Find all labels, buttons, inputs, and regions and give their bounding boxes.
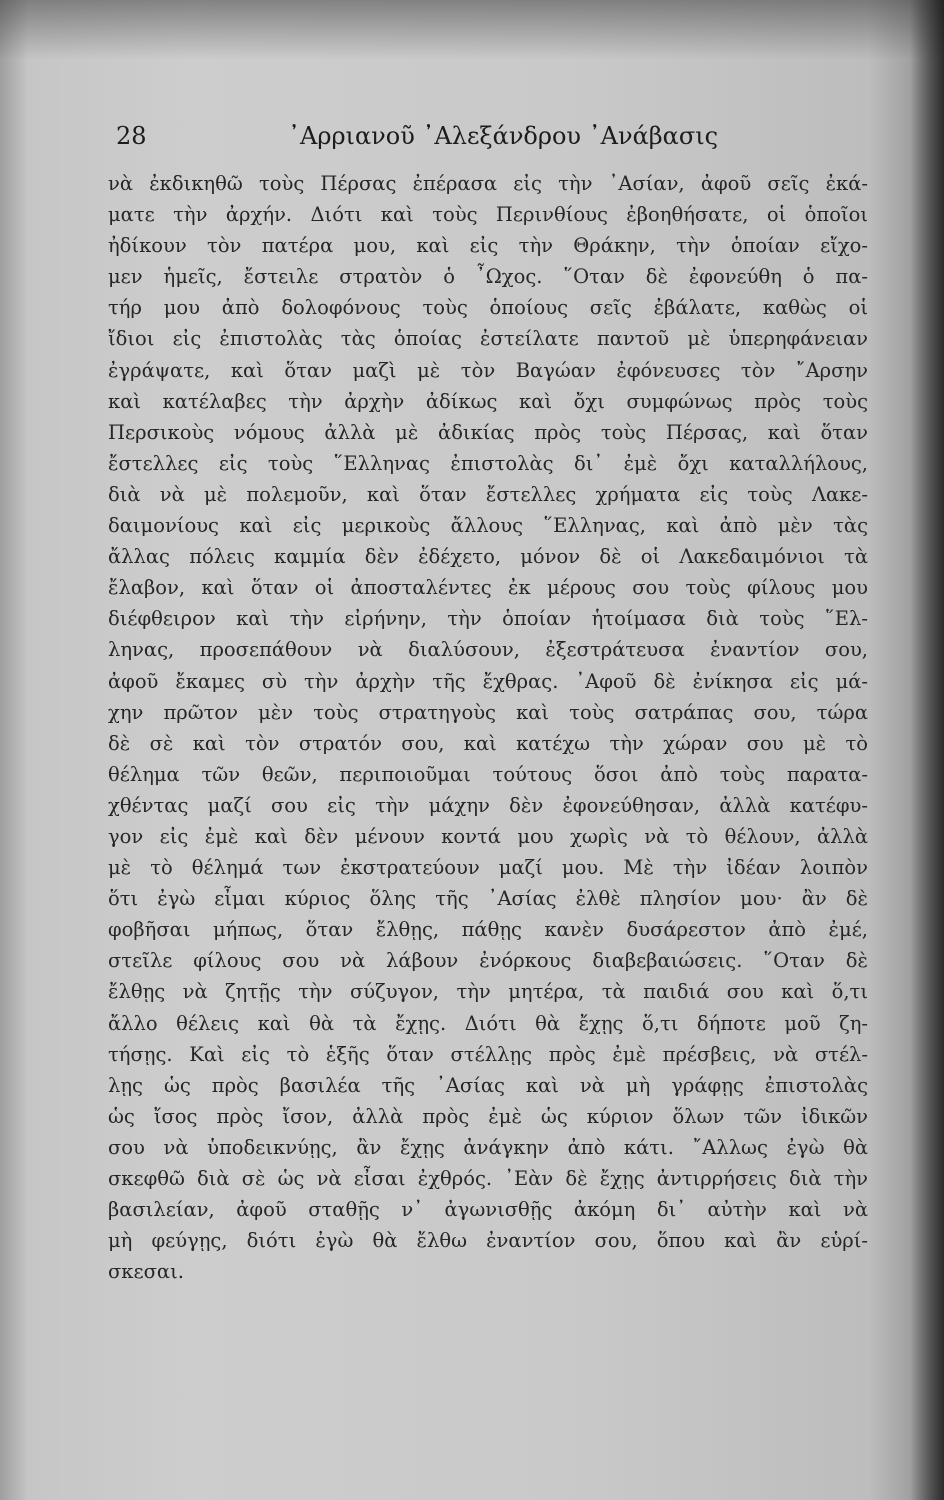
text-line: βασιλείαν, ἀφοῦ σταθῇς ν᾿ ἀγωνισθῇς ἀκόμη δι᾿ αὐτὴν καὶ νὰ (108, 1198, 868, 1222)
text-line: τήρ μου ἀπὸ δολοφόνους τοὺς ὁποίους σεῖς ἐβάλατε, καθὼς οἱ (108, 296, 868, 320)
text-line: ἔστελλες εἰς τοὺς ῞Ελληνας ἐπιστολὰς δι᾿ ἐμὲ ὄχι καταλλήλους, (108, 451, 868, 475)
text-line: στεῖλε φίλους σου νὰ λάβουν ἐνόρκους διαβεβαιώσεις. ῞Οταν δὲ (108, 949, 868, 973)
text-line: καὶ κατέλαβες τὴν ἀρχὴν ἀδίκως καὶ ὄχι συμφώνως πρὸς τοὺς (108, 389, 868, 413)
page-number: 28 (116, 122, 147, 150)
text-line: ὡς ἴσος πρὸς ἴσον, ἀλλὰ πρὸς ἐμὲ ὡς κύριον ὅλων τῶν ἰδικῶν (108, 1104, 868, 1128)
text-line: νὰ ἐκδικηθῶ τοὺς Πέρσας ἐπέρασα εἰς τὴν ᾿Ασίαν, ἀφοῦ σεῖς ἐκά- (108, 172, 868, 195)
text-line: ἀφοῦ ἔκαμες σὺ τὴν ἀρχὴν τῆς ἔχθρας. ᾿Αφοῦ δὲ ἐνίκησα εἰς μά- (108, 669, 868, 693)
text-line: ἄλλο θέλεις καὶ θὰ τὰ ἔχῃς. Διότι θὰ ἔχῃς ὅ,τι δήποτε μοῦ ζη- (108, 1011, 868, 1035)
text-line: ἄλλας πόλεις καμμία δὲν ἐδέχετο, μόνον δὲ οἱ Λακεδαιμόνιοι τὰ (108, 545, 868, 569)
book-spine-shadow (910, 0, 944, 1500)
text-line: χην πρῶτον μὲν τοὺς στρατηγοὺς καὶ τοὺς σατράπας σου, τώρα (108, 700, 868, 724)
top-shadow (0, 0, 944, 60)
text-line: μὴ φεύγῃς, διότι ἐγὼ θὰ ἔλθω ἐναντίον σου, ὅπου καὶ ἂν εὑρί- (108, 1229, 868, 1253)
text-line: σκεσαι. (108, 1260, 184, 1284)
text-line: γον εἰς ἐμὲ καὶ δὲν μένουν κοντά μου χωρὶς νὰ τὸ θέλουν, ἀλλὰ (108, 824, 868, 848)
text-line: δαιμονίους καὶ εἰς μερικοὺς ἄλλους ῞Ελληνας, καὶ ἀπὸ μὲν τὰς (108, 514, 868, 538)
text-line: Περσικοὺς νόμους ἀλλὰ μὲ ἀδικίας πρὸς τοὺς Πέρσας, καὶ ὅταν (108, 420, 868, 444)
text-line: διέφθειρον καὶ τὴν εἰρήνην, τὴν ὁποίαν ἡτοίμασα διὰ τοὺς ῞Ελ- (108, 607, 868, 631)
text-line: μὲ τὸ θέλημά των ἐκστρατεύουν μαζί μου. Μὲ τὴν ἰδέαν λοιπὸν (108, 856, 868, 880)
text-line: ἔλαβον, καὶ ὅταν οἱ ἀποσταλέντες ἐκ μέρους σου τοὺς φίλους μου (108, 576, 868, 600)
running-title: ᾿Αρριανοῦ ᾿Αλεξάνδρου ᾿Ανάβασις (288, 122, 719, 150)
text-line: σου νὰ ὑποδεικνύῃς, ἂν ἔχῃς ἀνάγκην ἀπὸ κάτι. ῎Αλλως ἐγὼ θὰ (108, 1135, 868, 1159)
body-text (108, 168, 868, 1287)
text-line: ἔλθῃς νὰ ζητῇς τὴν σύζυγον, τὴν μητέρα, τὰ παιδιά σου καὶ ὅ,τι (108, 980, 868, 1004)
text-line: θέλημα τῶν θεῶν, περιποιοῦμαι τούτους ὅσοι ἀπὸ τοὺς παρατα- (108, 762, 868, 786)
text-line: λῃς ὡς πρὸς βασιλέα τῆς ᾿Ασίας καὶ νὰ μὴ γράφῃς ἐπιστολὰς (108, 1073, 868, 1097)
text-line: μεν ἡμεῖς, ἔστειλε στρατὸν ὁ ῏Ωχος. ῞Οταν δὲ ἐφονεύθη ὁ πα- (108, 265, 868, 289)
text-line: φοβῆσαι μήπως, ὅταν ἔλθῃς, πάθῃς κανὲν δυσάρεστον ἀπὸ ἐμέ, (108, 918, 868, 942)
text-line: ἐγράψατε, καὶ ὅταν μαζὶ μὲ τὸν Βαγώαν ἐφόνευσες τὸν ῎Αρσην (108, 358, 868, 382)
text-line: διὰ νὰ μὲ πολεμοῦν, καὶ ὅταν ἔστελλες χρήματα εἰς τοὺς Λακε- (108, 482, 868, 506)
text-line: ὅτι ἐγὼ εἶμαι κύριος ὅλης τῆς ᾿Ασίας ἐλθὲ πλησίον μου· ἂν δὲ (108, 887, 868, 911)
text-line: δὲ σὲ καὶ τὸν στρατόν σου, καὶ κατέχω τὴν χώραν σου μὲ τὸ (108, 731, 868, 755)
text-line: ματε τὴν ἀρχήν. Διότι καὶ τοὺς Περινθίους ἐβοηθήσατε, οἱ ὁποῖοι (108, 203, 868, 227)
text-line: ληνας, προσεπάθουν νὰ διαλύσουν, ἐξεστράτευσα ἐναντίον σου, (108, 638, 868, 662)
text-line: τήσῃς. Καὶ εἰς τὸ ἑξῆς ὅταν στέλλῃς πρὸς ἐμὲ πρέσβεις, νὰ στέλ- (108, 1042, 868, 1066)
text-line: χθέντας μαζί σου εἰς τὴν μάχην δὲν ἐφονεύθησαν, ἀλλὰ κατέφυ- (108, 793, 868, 817)
text-line: ἠδίκουν τὸν πατέρα μου, καὶ εἰς τὴν Θράκην, τὴν ὁποίαν εἴχο- (108, 234, 868, 258)
text-line: σκεφθῶ διὰ σὲ ὡς νὰ εἶσαι ἐχθρός. ᾿Εὰν δὲ ἔχῃς ἀντιρρήσεις διὰ τὴν (108, 1167, 868, 1190)
text-line: ἴδιοι εἰς ἐπιστολὰς τὰς ὁποίας ἐστείλατε παντοῦ μὲ ὑπερηφάνειαν (108, 327, 868, 351)
